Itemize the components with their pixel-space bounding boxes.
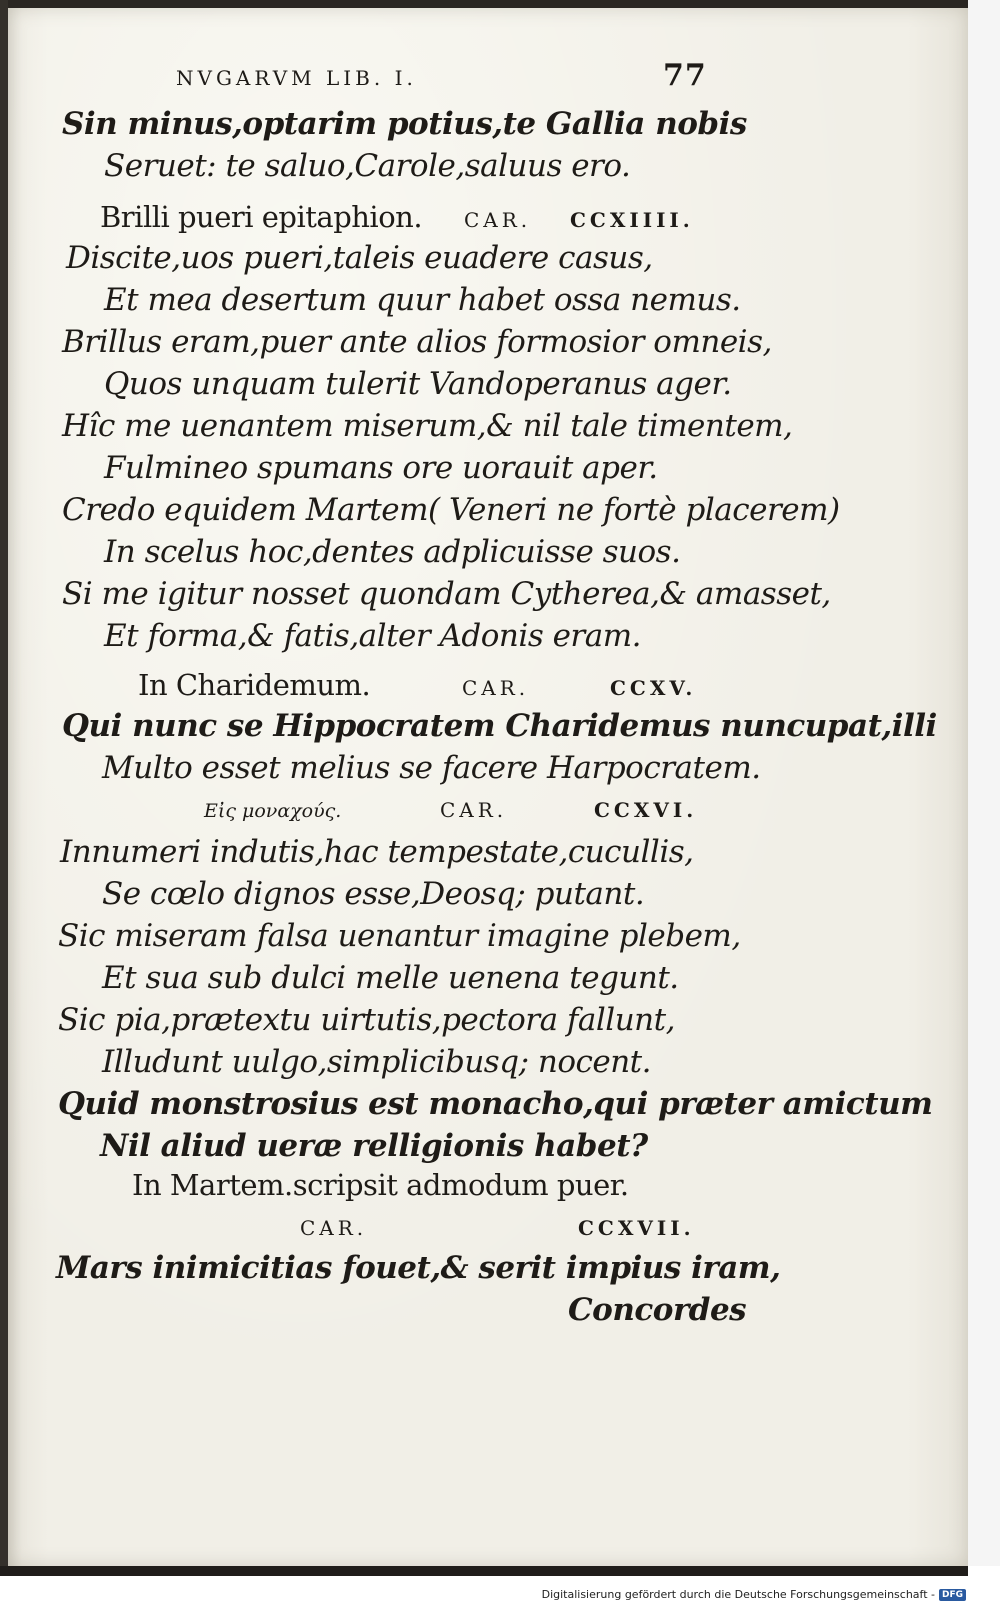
poem-heading-car: CAR.: [462, 676, 530, 700]
scan-footer: [0, 1566, 1000, 1605]
poem-heading-title: Εἰς μοναχούς.: [204, 800, 342, 822]
verse-line: Hîc me uenantem miserum,& nil tale timentem,: [62, 408, 793, 444]
poem-heading-number: CCXIIII.: [570, 208, 694, 232]
verse-line: Quos unquam tulerit Vandoperanus ager.: [104, 366, 732, 402]
verse-line: Mars inimicitias fouet,& serit impius iram,: [56, 1250, 781, 1286]
book-page: [8, 8, 968, 1566]
verse-line: Sin minus,optarim potius,te Gallia nobis: [62, 106, 747, 142]
poem-heading-title: In Charidemum.: [138, 668, 371, 702]
verse-line: Discite,uos pueri,taleis euadere casus,: [66, 240, 653, 276]
verse-line: Credo equidem Martem( Veneri ne fortè placerem): [62, 492, 840, 528]
verse-line: Se cœlo dignos esse,Deosq; putant.: [102, 876, 645, 912]
verse-line: Innumeri indutis,hac tempestate,cucullis,: [60, 834, 694, 870]
catchword: Concordes: [568, 1292, 747, 1328]
verse-line: Et mea desertum quur habet ossa nemus.: [104, 282, 741, 318]
poem-heading-title: Brilli pueri epitaphion.: [100, 200, 423, 234]
page-number: 77: [663, 58, 707, 93]
poem-heading-car: CAR.: [300, 1216, 368, 1240]
verse-line: Quid monstrosius est monacho,qui præter amictum: [58, 1086, 933, 1122]
verse-line: Sic miseram falsa uenantur imagine plebem,: [58, 918, 741, 954]
verse-line: Qui nunc se Hippocratem Charidemus nuncupat,illi: [62, 708, 937, 744]
verse-line: Multo esset melius se facere Harpocratem.: [102, 750, 761, 786]
verse-line: Fulmineo spumans ore uorauit aper.: [104, 450, 658, 486]
funding-note: [542, 1588, 966, 1601]
poem-heading-number: CCXV.: [610, 676, 697, 700]
poem-heading-car: CAR.: [440, 798, 508, 822]
verse-line: Illudunt uulgo,simplicibusq; nocent.: [102, 1044, 651, 1080]
verse-line: Si me igitur nosset quondam Cytherea,& amasset,: [62, 576, 831, 612]
verse-line: Nil aliud ueræ relligionis habet?: [100, 1128, 648, 1164]
scan-frame-bottom: [0, 1566, 968, 1576]
funding-text: Digitalisierung gefördert durch die Deutsche Forschungsgemeinschaft -: [541, 1588, 935, 1601]
verse-line: Brillus eram,puer ante alios formosior omneis,: [62, 324, 772, 360]
scan-frame-left: [0, 0, 8, 1570]
verse-line: In scelus hoc,dentes adplicuisse suos.: [104, 534, 681, 570]
running-head-title: NVGARVM LIB. I.: [176, 66, 417, 90]
poem-heading-car: CAR.: [464, 208, 532, 232]
scan-margin-right: [968, 0, 1000, 1570]
verse-line: Et forma,& fatis,alter Adonis eram.: [104, 618, 641, 654]
dfg-logo-icon: DFG: [939, 1589, 966, 1601]
verse-line: Seruet: te saluo,Carole,saluus ero.: [104, 148, 631, 184]
poem-heading-number: CCXVI.: [594, 798, 698, 822]
poem-heading-number: CCXVII.: [578, 1216, 695, 1240]
verse-line: Sic pia,prætextu uirtutis,pectora fallunt,: [58, 1002, 675, 1038]
verse-line: Et sua sub dulci melle uenena tegunt.: [102, 960, 679, 996]
poem-heading-title: In Martem.scripsit admodum puer.: [132, 1168, 629, 1202]
